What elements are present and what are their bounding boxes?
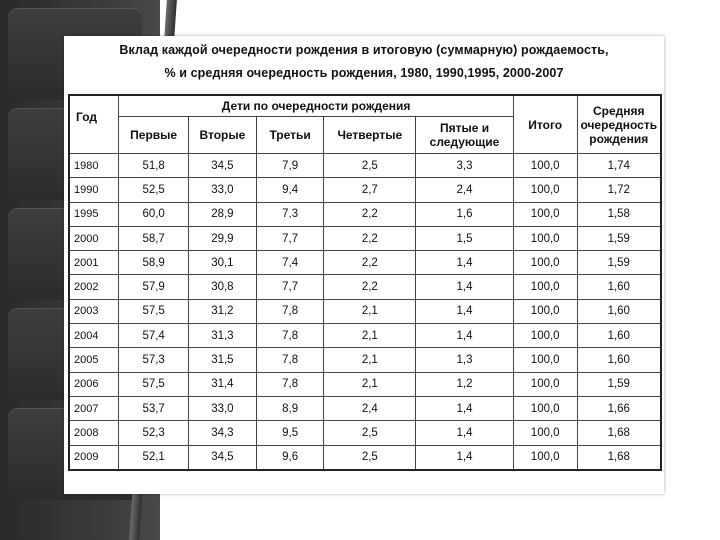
cell-year: 2000	[69, 226, 119, 250]
cell-third: 7,4	[256, 251, 324, 275]
col-header-third: Третьи	[256, 117, 324, 154]
cell-year: 2004	[69, 324, 119, 348]
cell-avg-order: 1,66	[577, 396, 661, 420]
cell-total: 100,0	[513, 396, 577, 420]
cell-fifth-plus: 1,4	[416, 299, 514, 323]
cell-second: 28,9	[189, 202, 257, 226]
cell-year: 2008	[69, 421, 119, 445]
cell-year: 2001	[69, 251, 119, 275]
cell-first: 57,3	[119, 348, 189, 372]
table-row	[69, 275, 661, 299]
cell-second: 34,3	[189, 421, 257, 445]
birth-order-table	[68, 94, 662, 471]
cell-third: 7,3	[256, 202, 324, 226]
cell-total: 100,0	[513, 154, 577, 178]
cell-fifth-plus: 1,4	[416, 251, 514, 275]
avg-order-header: Средняя очередность рождения	[577, 95, 661, 154]
table-row	[69, 299, 661, 323]
cell-total: 100,0	[513, 226, 577, 250]
year-header: Год	[69, 95, 119, 154]
cell-avg-order: 1,60	[577, 324, 661, 348]
cell-avg-order: 1,58	[577, 202, 661, 226]
cell-third: 9,5	[256, 421, 324, 445]
cell-total: 100,0	[513, 372, 577, 396]
cell-second: 31,5	[189, 348, 257, 372]
cell-fourth: 2,2	[324, 202, 416, 226]
title-line-1: Вклад каждой очередности рождения в итоговую (суммарную) рождаемость,	[119, 43, 609, 57]
cell-first: 57,5	[119, 299, 189, 323]
cell-second: 33,0	[189, 178, 257, 202]
cell-year: 2007	[69, 396, 119, 420]
table-row	[69, 251, 661, 275]
col-header-fifth-plus: Пятые и следующие	[416, 117, 514, 154]
cell-third: 7,7	[256, 226, 324, 250]
cell-third: 8,9	[256, 396, 324, 420]
cell-third: 9,4	[256, 178, 324, 202]
cell-third: 7,8	[256, 372, 324, 396]
cell-fourth: 2,2	[324, 226, 416, 250]
table-row	[69, 348, 661, 372]
table-body	[69, 154, 661, 470]
cell-avg-order: 1,60	[577, 275, 661, 299]
cell-fifth-plus: 3,3	[416, 154, 514, 178]
cell-third: 7,8	[256, 348, 324, 372]
cell-year: 1990	[69, 178, 119, 202]
cell-third: 9,6	[256, 445, 324, 470]
cell-total: 100,0	[513, 178, 577, 202]
cell-first: 57,4	[119, 324, 189, 348]
cell-avg-order: 1,68	[577, 445, 661, 470]
cell-total: 100,0	[513, 421, 577, 445]
col-header-first: Первые	[119, 117, 189, 154]
cell-third: 7,9	[256, 154, 324, 178]
cell-fifth-plus: 1,3	[416, 348, 514, 372]
table-row	[69, 154, 661, 178]
cell-fourth: 2,5	[324, 445, 416, 470]
cell-first: 60,0	[119, 202, 189, 226]
table-row	[69, 178, 661, 202]
cell-fourth: 2,2	[324, 275, 416, 299]
cell-year: 2006	[69, 372, 119, 396]
cell-first: 58,7	[119, 226, 189, 250]
col-header-fourth: Четвертые	[324, 117, 416, 154]
children-group-header: Дети по очередности рождения	[119, 95, 514, 117]
cell-second: 34,5	[189, 154, 257, 178]
document-image	[64, 36, 664, 494]
cell-fourth: 2,1	[324, 348, 416, 372]
cell-second: 33,0	[189, 396, 257, 420]
cell-total: 100,0	[513, 299, 577, 323]
cell-fifth-plus: 1,4	[416, 396, 514, 420]
cell-year: 2002	[69, 275, 119, 299]
cell-fifth-plus: 1,4	[416, 324, 514, 348]
cell-first: 52,3	[119, 421, 189, 445]
cell-third: 7,8	[256, 299, 324, 323]
cell-avg-order: 1,60	[577, 299, 661, 323]
cell-total: 100,0	[513, 445, 577, 470]
cell-second: 31,4	[189, 372, 257, 396]
cell-year: 2003	[69, 299, 119, 323]
cell-fourth: 2,5	[324, 154, 416, 178]
cell-year: 2005	[69, 348, 119, 372]
total-header: Итого	[513, 95, 577, 154]
cell-fourth: 2,5	[324, 421, 416, 445]
cell-first: 57,5	[119, 372, 189, 396]
cell-fifth-plus: 1,2	[416, 372, 514, 396]
cell-first: 58,9	[119, 251, 189, 275]
cell-fourth: 2,2	[324, 251, 416, 275]
cell-first: 57,9	[119, 275, 189, 299]
cell-first: 52,5	[119, 178, 189, 202]
cell-year: 1980	[69, 154, 119, 178]
cell-fifth-plus: 1,4	[416, 275, 514, 299]
cell-fifth-plus: 1,4	[416, 445, 514, 470]
title-line-2: % и средняя очередность рождения, 1980, 1990,1995, 2000-2007	[164, 66, 564, 80]
cell-first: 53,7	[119, 396, 189, 420]
table-row	[69, 421, 661, 445]
cell-avg-order: 1,72	[577, 178, 661, 202]
cell-fourth: 2,1	[324, 299, 416, 323]
cell-fifth-plus: 1,6	[416, 202, 514, 226]
cell-second: 30,8	[189, 275, 257, 299]
cell-fifth-plus: 1,4	[416, 421, 514, 445]
cell-fifth-plus: 2,4	[416, 178, 514, 202]
table-row	[69, 396, 661, 420]
cell-avg-order: 1,59	[577, 226, 661, 250]
table-row	[69, 324, 661, 348]
table-row	[69, 445, 661, 470]
table-row	[69, 372, 661, 396]
cell-avg-order: 1,60	[577, 348, 661, 372]
cell-total: 100,0	[513, 251, 577, 275]
cell-second: 31,2	[189, 299, 257, 323]
cell-avg-order: 1,59	[577, 251, 661, 275]
cell-fourth: 2,4	[324, 396, 416, 420]
cell-fifth-plus: 1,5	[416, 226, 514, 250]
cell-total: 100,0	[513, 348, 577, 372]
cell-first: 52,1	[119, 445, 189, 470]
table-row	[69, 202, 661, 226]
cell-second: 34,5	[189, 445, 257, 470]
col-header-second: Вторые	[189, 117, 257, 154]
cell-fourth: 2,7	[324, 178, 416, 202]
cell-total: 100,0	[513, 324, 577, 348]
cell-year: 2009	[69, 445, 119, 470]
cell-third: 7,7	[256, 275, 324, 299]
table-title	[64, 36, 664, 85]
table-row	[69, 226, 661, 250]
cell-year: 1995	[69, 202, 119, 226]
cell-second: 31,3	[189, 324, 257, 348]
cell-fourth: 2,1	[324, 324, 416, 348]
cell-avg-order: 1,68	[577, 421, 661, 445]
cell-total: 100,0	[513, 202, 577, 226]
cell-avg-order: 1,74	[577, 154, 661, 178]
cell-avg-order: 1,59	[577, 372, 661, 396]
cell-second: 29,9	[189, 226, 257, 250]
cell-total: 100,0	[513, 275, 577, 299]
cell-third: 7,8	[256, 324, 324, 348]
cell-fourth: 2,1	[324, 372, 416, 396]
cell-second: 30,1	[189, 251, 257, 275]
cell-first: 51,8	[119, 154, 189, 178]
